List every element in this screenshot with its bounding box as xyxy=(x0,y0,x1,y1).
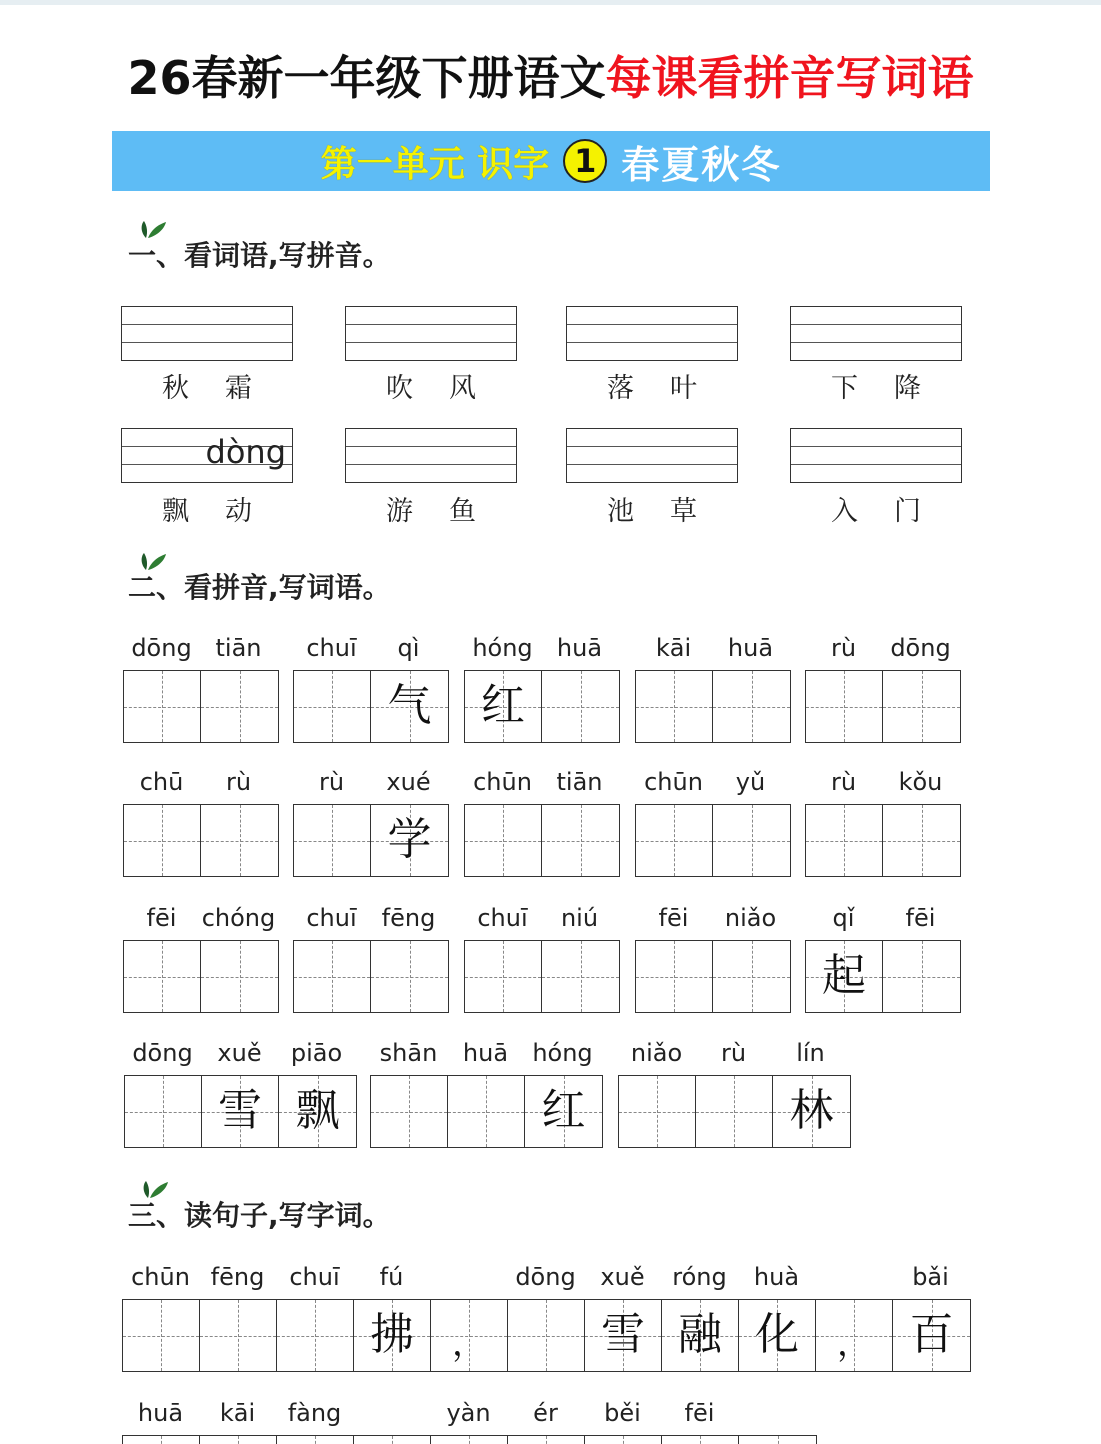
pinyin-syllable: běi xyxy=(604,1399,641,1427)
pinyin-syllable: dōng xyxy=(890,634,951,662)
guide-line xyxy=(346,342,516,343)
given-char: 飘 xyxy=(295,1085,340,1136)
pinyin-row xyxy=(123,634,277,662)
write-cell[interactable] xyxy=(465,941,542,1012)
write-cell[interactable] xyxy=(125,1076,202,1147)
pinyin-syllable: huà xyxy=(753,1263,800,1291)
write-cell[interactable] xyxy=(542,941,619,1012)
pinyin-syllable: qǐ xyxy=(832,904,855,932)
write-cell[interactable] xyxy=(696,1076,773,1147)
pinyin-syllable: chuī xyxy=(289,1263,340,1291)
pinyin-row xyxy=(635,768,789,796)
pinyin-syllable: chuī xyxy=(477,904,528,932)
tianzige-grid[interactable] xyxy=(293,940,449,1013)
write-cell[interactable] xyxy=(200,1436,277,1444)
pinyin-syllable: rù xyxy=(830,634,857,662)
word-char: 下 xyxy=(831,373,858,404)
write-cell[interactable] xyxy=(371,671,448,742)
pinyin-syllable: fēng xyxy=(381,904,436,932)
word-char: 降 xyxy=(894,373,921,404)
guide-line xyxy=(346,446,516,447)
pinyin-syllable: xué xyxy=(386,768,431,796)
pinyin-syllable: fēi xyxy=(905,904,936,932)
comma-mark: ， xyxy=(837,1324,871,1364)
write-cell[interactable] xyxy=(465,671,542,742)
pinyin-row xyxy=(123,768,277,796)
tianzige-grid[interactable] xyxy=(123,804,279,877)
given-char: 学 xyxy=(387,814,432,865)
pinyin-row xyxy=(293,904,447,932)
write-cell[interactable] xyxy=(123,1300,200,1371)
write-cell[interactable] xyxy=(123,1436,200,1444)
write-cell[interactable] xyxy=(354,1436,431,1444)
write-cell[interactable] xyxy=(508,1436,585,1444)
write-cell[interactable] xyxy=(371,941,448,1012)
pinyin-syllable: fú xyxy=(379,1263,404,1291)
pinyin-syllable: piāo xyxy=(290,1039,343,1067)
write-cell[interactable] xyxy=(294,805,371,876)
unit-label: 第一单元 识字 xyxy=(320,143,550,185)
write-cell[interactable] xyxy=(431,1300,508,1371)
pinyin-syllable: huā xyxy=(556,634,603,662)
tianzige-grid[interactable] xyxy=(124,1075,357,1148)
write-cell[interactable] xyxy=(585,1300,662,1371)
write-cell[interactable] xyxy=(200,1300,277,1371)
guide-line xyxy=(567,446,737,447)
word-char: 门 xyxy=(894,496,921,527)
pinyin-syllable: rù xyxy=(830,768,857,796)
write-cell[interactable] xyxy=(739,1436,816,1444)
top-border xyxy=(0,0,1101,5)
pinyin-syllable: dōng xyxy=(131,634,192,662)
pinyin-syllable: fēng xyxy=(210,1263,265,1291)
tianzige-grid[interactable] xyxy=(123,940,279,1013)
given-char: 红 xyxy=(541,1085,586,1136)
pinyin-row xyxy=(464,768,618,796)
write-cell[interactable] xyxy=(508,1300,585,1371)
write-cell[interactable] xyxy=(448,1076,525,1147)
write-cell[interactable] xyxy=(201,805,278,876)
tianzige-grid[interactable] xyxy=(464,670,620,743)
tianzige-grid[interactable] xyxy=(635,940,791,1013)
given-char: 雪 xyxy=(218,1085,262,1136)
word-char: 鱼 xyxy=(449,496,476,527)
write-cell[interactable] xyxy=(619,1076,696,1147)
write-cell[interactable] xyxy=(201,671,278,742)
word-label xyxy=(121,489,293,528)
given-char: 化 xyxy=(755,1309,799,1360)
pinyin-row xyxy=(805,768,959,796)
given-char: 红 xyxy=(481,680,525,731)
tianzige-grid[interactable] xyxy=(293,670,449,743)
pinyin-row xyxy=(123,904,277,932)
guide-line xyxy=(122,324,292,325)
title-black: 26春新一年级下册语文 xyxy=(127,51,606,105)
section-3-heading: 三、读句子,写字词。 xyxy=(128,1199,391,1232)
pinyin-syllable: yàn xyxy=(446,1399,491,1427)
pinyin-syllable: chuī xyxy=(306,904,357,932)
pinyin-syllable: rù xyxy=(720,1039,747,1067)
write-cell[interactable] xyxy=(124,671,201,742)
pinyin-syllable: dōng xyxy=(515,1263,576,1291)
pinyin-syllable xyxy=(815,1263,892,1291)
given-char: 雪 xyxy=(601,1309,645,1360)
write-cell[interactable] xyxy=(201,941,278,1012)
write-cell[interactable] xyxy=(371,805,448,876)
tianzige-grid[interactable] xyxy=(805,940,961,1013)
word-label xyxy=(345,366,517,405)
write-cell[interactable] xyxy=(662,1436,739,1444)
pinyin-write-box[interactable] xyxy=(345,306,517,361)
word-char: 飘 xyxy=(162,496,189,527)
tianzige-grid[interactable] xyxy=(805,804,961,877)
pinyin-row xyxy=(293,768,447,796)
pinyin-write-box[interactable] xyxy=(790,306,962,361)
pinyin-syllable: fēi xyxy=(146,904,177,932)
write-cell[interactable] xyxy=(662,1300,739,1371)
word-char: 入 xyxy=(831,496,858,527)
tianzige-grid[interactable] xyxy=(635,670,791,743)
pinyin-syllable: xuě xyxy=(600,1263,645,1291)
pinyin-row xyxy=(805,904,959,932)
write-cell[interactable] xyxy=(713,941,790,1012)
write-cell[interactable] xyxy=(371,1076,448,1147)
write-cell[interactable] xyxy=(713,671,790,742)
word-char: 游 xyxy=(386,496,413,527)
write-cell[interactable] xyxy=(636,805,713,876)
word-char: 草 xyxy=(670,496,697,527)
write-cell[interactable] xyxy=(354,1300,431,1371)
pinyin-syllable: niú xyxy=(560,904,599,932)
guide-line xyxy=(791,464,961,465)
pinyin-syllable: bǎi xyxy=(912,1263,949,1291)
write-cell[interactable] xyxy=(525,1076,602,1147)
lesson-banner xyxy=(112,131,990,191)
pinyin-syllable: ér xyxy=(533,1399,558,1427)
pinyin-syllable: hóng xyxy=(472,634,533,662)
word-char: 落 xyxy=(607,373,634,404)
pinyin-syllable: chuī xyxy=(306,634,357,662)
word-label xyxy=(566,489,738,528)
pinyin-row xyxy=(618,1039,849,1067)
pinyin-syllable xyxy=(738,1399,815,1427)
write-cell[interactable] xyxy=(542,805,619,876)
pinyin-syllable: fēi xyxy=(658,904,689,932)
guide-line xyxy=(791,446,961,447)
write-cell[interactable] xyxy=(806,805,883,876)
write-cell[interactable] xyxy=(636,671,713,742)
pinyin-syllable: huā xyxy=(727,634,774,662)
write-cell[interactable] xyxy=(806,671,883,742)
pinyin-write-box[interactable] xyxy=(345,428,517,483)
pinyin-syllable: kǒu xyxy=(898,768,943,796)
word-char: 叶 xyxy=(670,373,697,404)
pinyin-syllable: chóng xyxy=(201,904,276,932)
word-char: 池 xyxy=(607,496,634,527)
write-cell[interactable] xyxy=(277,1436,354,1444)
word-char: 吹 xyxy=(386,373,413,404)
pinyin-row xyxy=(122,1399,815,1427)
pinyin-syllable: chūn xyxy=(644,768,703,796)
tianzige-grid[interactable] xyxy=(635,804,791,877)
pinyin-syllable: kāi xyxy=(655,634,692,662)
pinyin-write-box[interactable] xyxy=(566,428,738,483)
pinyin-syllable: huā xyxy=(137,1399,184,1427)
given-char: 起 xyxy=(822,950,866,1001)
pinyin-row xyxy=(122,1263,969,1291)
write-cell[interactable] xyxy=(124,805,201,876)
pinyin-syllable: rù xyxy=(318,768,345,796)
write-cell[interactable] xyxy=(883,805,960,876)
pinyin-syllable: shān xyxy=(379,1039,438,1067)
write-cell[interactable] xyxy=(431,1436,508,1444)
given-char: 林 xyxy=(789,1085,834,1136)
write-cell[interactable] xyxy=(277,1300,354,1371)
word-label xyxy=(566,366,738,405)
pinyin-row xyxy=(370,1039,601,1067)
lesson-number-badge: 1 xyxy=(563,139,607,183)
pinyin-syllable: tiān xyxy=(215,634,262,662)
given-char: 融 xyxy=(678,1309,722,1360)
pinyin-syllable: tiān xyxy=(556,768,603,796)
pinyin-syllable: niǎo xyxy=(724,904,777,932)
tianzige-grid[interactable] xyxy=(293,804,449,877)
word-char: 霜 xyxy=(225,373,252,404)
pinyin-row xyxy=(124,1039,355,1067)
word-label xyxy=(790,366,962,405)
section-2-heading: 二、看拼音,写词语。 xyxy=(128,571,391,604)
pinyin-row xyxy=(635,634,789,662)
pinyin-answer: dòng xyxy=(205,433,286,471)
write-cell[interactable] xyxy=(773,1076,850,1147)
pinyin-write-box[interactable] xyxy=(121,306,293,361)
given-char: 百 xyxy=(909,1309,954,1360)
write-cell[interactable] xyxy=(294,941,371,1012)
write-cell[interactable] xyxy=(883,671,960,742)
lesson-title: 春夏秋冬 xyxy=(621,142,782,187)
pinyin-row xyxy=(464,904,618,932)
sentence-grid[interactable] xyxy=(122,1435,817,1444)
write-cell[interactable] xyxy=(542,671,619,742)
guide-line xyxy=(346,324,516,325)
pinyin-syllable xyxy=(353,1399,430,1427)
word-label xyxy=(345,489,517,528)
pinyin-syllable: kāi xyxy=(219,1399,256,1427)
guide-line xyxy=(567,464,737,465)
write-cell[interactable] xyxy=(294,671,371,742)
guide-line xyxy=(791,324,961,325)
pinyin-syllable: róng xyxy=(672,1263,727,1291)
given-char: 气 xyxy=(387,680,432,731)
guide-line xyxy=(567,342,737,343)
write-cell[interactable] xyxy=(739,1300,816,1371)
sentence-grid[interactable] xyxy=(122,1299,971,1372)
write-cell[interactable] xyxy=(202,1076,279,1147)
guide-line xyxy=(567,324,737,325)
tianzige-grid[interactable] xyxy=(618,1075,851,1148)
pinyin-syllable: qì xyxy=(397,634,420,662)
pinyin-syllable: dōng xyxy=(132,1039,193,1067)
comma-mark: ， xyxy=(452,1324,486,1364)
title-red: 每课看拼音写词语 xyxy=(605,51,974,105)
pinyin-row xyxy=(805,634,959,662)
pinyin-write-box[interactable] xyxy=(121,428,293,483)
word-label xyxy=(121,366,293,405)
tianzige-grid[interactable] xyxy=(123,670,279,743)
guide-line xyxy=(791,342,961,343)
pinyin-row xyxy=(635,904,789,932)
word-label xyxy=(790,489,962,528)
pinyin-syllable: hóng xyxy=(532,1039,593,1067)
tianzige-grid[interactable] xyxy=(370,1075,603,1148)
pinyin-syllable: fēi xyxy=(684,1399,715,1427)
write-cell[interactable] xyxy=(816,1300,893,1371)
section-1-heading: 一、看词语,写拼音。 xyxy=(128,239,391,272)
guide-line xyxy=(346,464,516,465)
page-title xyxy=(0,42,1101,108)
pinyin-syllable: yǔ xyxy=(735,768,766,796)
write-cell[interactable] xyxy=(806,941,883,1012)
pinyin-syllable: chū xyxy=(139,768,184,796)
write-cell[interactable] xyxy=(893,1300,970,1371)
pinyin-syllable: chūn xyxy=(131,1263,190,1291)
pinyin-write-box[interactable] xyxy=(790,428,962,483)
write-cell[interactable] xyxy=(585,1436,662,1444)
word-char: 风 xyxy=(449,373,476,404)
pinyin-syllable: chūn xyxy=(473,768,532,796)
tianzige-grid[interactable] xyxy=(805,670,961,743)
write-cell[interactable] xyxy=(465,805,542,876)
pinyin-syllable: huā xyxy=(462,1039,509,1067)
write-cell[interactable] xyxy=(279,1076,356,1147)
pinyin-syllable: xuě xyxy=(217,1039,262,1067)
guide-line xyxy=(122,342,292,343)
write-cell[interactable] xyxy=(883,941,960,1012)
pinyin-syllable: niǎo xyxy=(630,1039,683,1067)
pinyin-syllable: rù xyxy=(225,768,252,796)
pinyin-syllable: fàng xyxy=(287,1399,342,1427)
pinyin-write-box[interactable] xyxy=(566,306,738,361)
pinyin-row xyxy=(464,634,618,662)
pinyin-syllable xyxy=(430,1263,507,1291)
word-char: 秋 xyxy=(162,373,189,404)
tianzige-grid[interactable] xyxy=(464,804,620,877)
tianzige-grid[interactable] xyxy=(464,940,620,1013)
word-char: 动 xyxy=(225,496,252,527)
pinyin-syllable: lín xyxy=(796,1039,825,1067)
write-cell[interactable] xyxy=(124,941,201,1012)
pinyin-row xyxy=(293,634,447,662)
given-char: 拂 xyxy=(370,1309,414,1360)
write-cell[interactable] xyxy=(636,941,713,1012)
write-cell[interactable] xyxy=(713,805,790,876)
